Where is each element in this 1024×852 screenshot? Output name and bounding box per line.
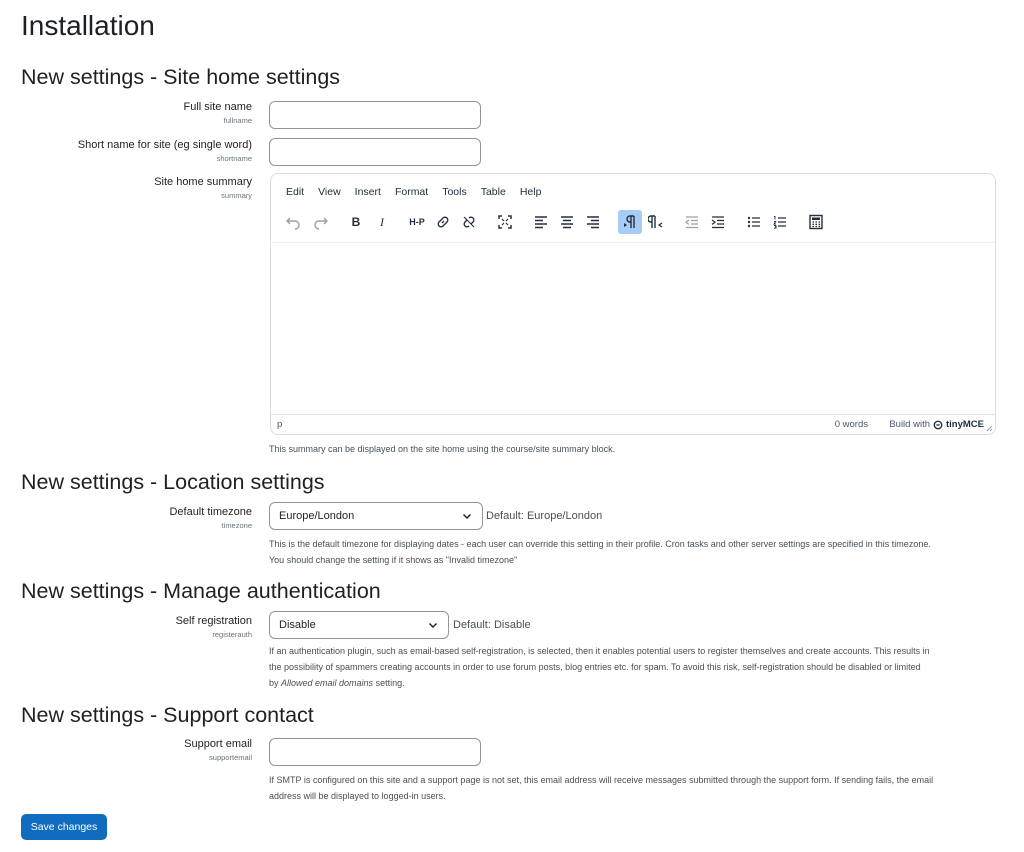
registerauth-label-block xyxy=(176,614,252,640)
calculator-icon xyxy=(808,214,824,230)
menu-tools[interactable]: Tools xyxy=(442,186,467,198)
self-registration-selected-value: Disable xyxy=(279,619,316,631)
numbered-list-icon xyxy=(772,214,788,230)
timezone-selected-value: Europe/London xyxy=(279,510,355,522)
registerauth-setting-name: registerauth xyxy=(212,630,252,639)
redo-icon xyxy=(313,214,329,230)
editor-statusbar xyxy=(271,414,995,434)
menu-view[interactable]: View xyxy=(318,186,341,198)
summary-setting-name: summary xyxy=(221,191,252,200)
rtl-icon xyxy=(648,214,664,230)
outdent-icon xyxy=(684,214,700,230)
timezone-help-text xyxy=(269,536,997,568)
shortname-setting-name: shortname xyxy=(216,154,252,163)
registerauth-help-line-2: the possibility of spammers creating accounts in order to use forum posts, blog entries etc. for spam. To avoid this risk, self-registration should be disabled or limited xyxy=(269,662,921,672)
build-with-label: Build with xyxy=(889,419,930,430)
chevron-down-icon xyxy=(428,620,438,630)
fullname-label: Full site name xyxy=(183,101,252,113)
align-left-icon xyxy=(533,214,549,230)
support-email-input[interactable] xyxy=(269,738,481,766)
h5p-icon: H-P xyxy=(409,217,425,227)
timezone-label-block xyxy=(169,505,252,531)
fullname-input[interactable] xyxy=(269,101,481,129)
shortname-label-block xyxy=(78,138,252,164)
supportemail-label-block xyxy=(184,737,252,763)
shortname-input[interactable] xyxy=(269,138,481,166)
align-center-icon xyxy=(559,214,575,230)
bullet-list-button[interactable] xyxy=(742,210,766,234)
fullscreen-button[interactable] xyxy=(493,210,517,234)
summary-editor xyxy=(270,173,996,435)
bold-icon: B xyxy=(351,215,361,229)
menu-table[interactable]: Table xyxy=(480,186,506,198)
section-heading-support: New settings - Support contact xyxy=(21,703,314,727)
link-icon xyxy=(435,214,451,230)
timezone-help-line-2: You should change the setting if it shows as "Invalid timezone" xyxy=(269,555,518,565)
chevron-down-icon xyxy=(462,511,472,521)
registerauth-help-line-3 xyxy=(269,675,997,691)
section-heading-auth: New settings - Manage authentication xyxy=(21,579,381,603)
link-button[interactable] xyxy=(431,210,455,234)
supportemail-label: Support email xyxy=(184,738,252,750)
menu-edit[interactable]: Edit xyxy=(286,186,305,198)
allowed-email-domains-ref: Allowed email domains xyxy=(281,678,374,688)
timezone-help-line-1: This is the default timezone for displaying dates - each user can override this setting in their profile. Cron tasks and other server settings are specified in this timezone. xyxy=(269,539,931,549)
tinymce-branding[interactable] xyxy=(889,419,984,430)
indent-button[interactable] xyxy=(706,210,730,234)
timezone-label: Default timezone xyxy=(169,506,252,518)
help-suffix: setting. xyxy=(373,678,405,688)
editor-toolbar xyxy=(279,210,979,234)
page-title: Installation xyxy=(21,10,155,41)
registerauth-help-line-1: If an authentication plugin, such as email-based self-registration, is selected, then it enables potential users to register themselves and create accounts. This results in xyxy=(269,646,930,656)
supportemail-setting-name: supportemail xyxy=(209,753,252,762)
italic-button[interactable] xyxy=(370,210,394,234)
align-right-button[interactable] xyxy=(581,210,605,234)
element-path[interactable]: p xyxy=(277,419,283,430)
save-changes-button[interactable]: Save changes xyxy=(21,814,107,840)
supportemail-help-text xyxy=(269,772,997,804)
menu-format[interactable]: Format xyxy=(394,186,429,198)
fullscreen-icon xyxy=(497,214,513,230)
registerauth-default: Default: Disable xyxy=(453,619,531,631)
align-center-button[interactable] xyxy=(555,210,579,234)
outdent-button[interactable] xyxy=(680,210,704,234)
summary-label: Site home summary xyxy=(154,176,252,188)
calculator-button[interactable] xyxy=(804,210,828,234)
menu-help[interactable]: Help xyxy=(519,186,542,198)
timezone-setting-name: timezone xyxy=(221,521,252,530)
align-left-button[interactable] xyxy=(529,210,553,234)
ltr-button[interactable] xyxy=(618,210,642,234)
fullname-setting-name: fullname xyxy=(223,116,252,125)
self-registration-select[interactable] xyxy=(269,611,449,639)
supportemail-help-line-1: If SMTP is configured on this site and a support page is not set, this email address will receive messages submitted through the support form. If sending fails, the email xyxy=(269,775,934,785)
numbered-list-button[interactable] xyxy=(768,210,792,234)
unlink-button[interactable] xyxy=(457,210,481,234)
editor-content-area[interactable] xyxy=(271,242,995,416)
resize-handle-icon[interactable] xyxy=(985,424,993,432)
section-heading-site-home: New settings - Site home settings xyxy=(21,65,341,89)
align-right-icon xyxy=(585,214,601,230)
italic-icon: I xyxy=(380,214,384,229)
h5p-button[interactable] xyxy=(405,210,429,234)
registerauth-label: Self registration xyxy=(175,615,252,627)
editor-menubar xyxy=(279,185,548,199)
help-prefix: by xyxy=(269,678,282,688)
undo-icon xyxy=(285,214,301,230)
timezone-select[interactable] xyxy=(269,502,483,530)
menu-insert[interactable]: Insert xyxy=(354,186,381,198)
section-heading-location: New settings - Location settings xyxy=(21,470,325,494)
word-count[interactable]: 0 words xyxy=(834,419,868,430)
timezone-default: Default: Europe/London xyxy=(486,510,603,522)
summary-help-text: This summary can be displayed on the site home using the course/site summary block. xyxy=(269,444,616,454)
redo-button[interactable] xyxy=(309,210,333,234)
indent-icon xyxy=(710,214,726,230)
shortname-label: Short name for site (eg single word) xyxy=(77,139,252,151)
bullet-list-icon xyxy=(746,214,762,230)
rtl-button[interactable] xyxy=(644,210,668,234)
fullname-label-block xyxy=(184,100,252,126)
summary-label-block xyxy=(154,175,252,201)
tinymce-logo-icon xyxy=(933,420,943,430)
undo-button[interactable] xyxy=(281,210,305,234)
unlink-icon xyxy=(461,214,477,230)
supportemail-help-line-2: address will be displayed to logged-in users. xyxy=(269,791,446,801)
registerauth-help-text xyxy=(269,643,997,691)
bold-button[interactable] xyxy=(344,210,368,234)
ltr-icon xyxy=(622,214,638,230)
tinymce-brand-name: tinyMCE xyxy=(946,419,984,430)
